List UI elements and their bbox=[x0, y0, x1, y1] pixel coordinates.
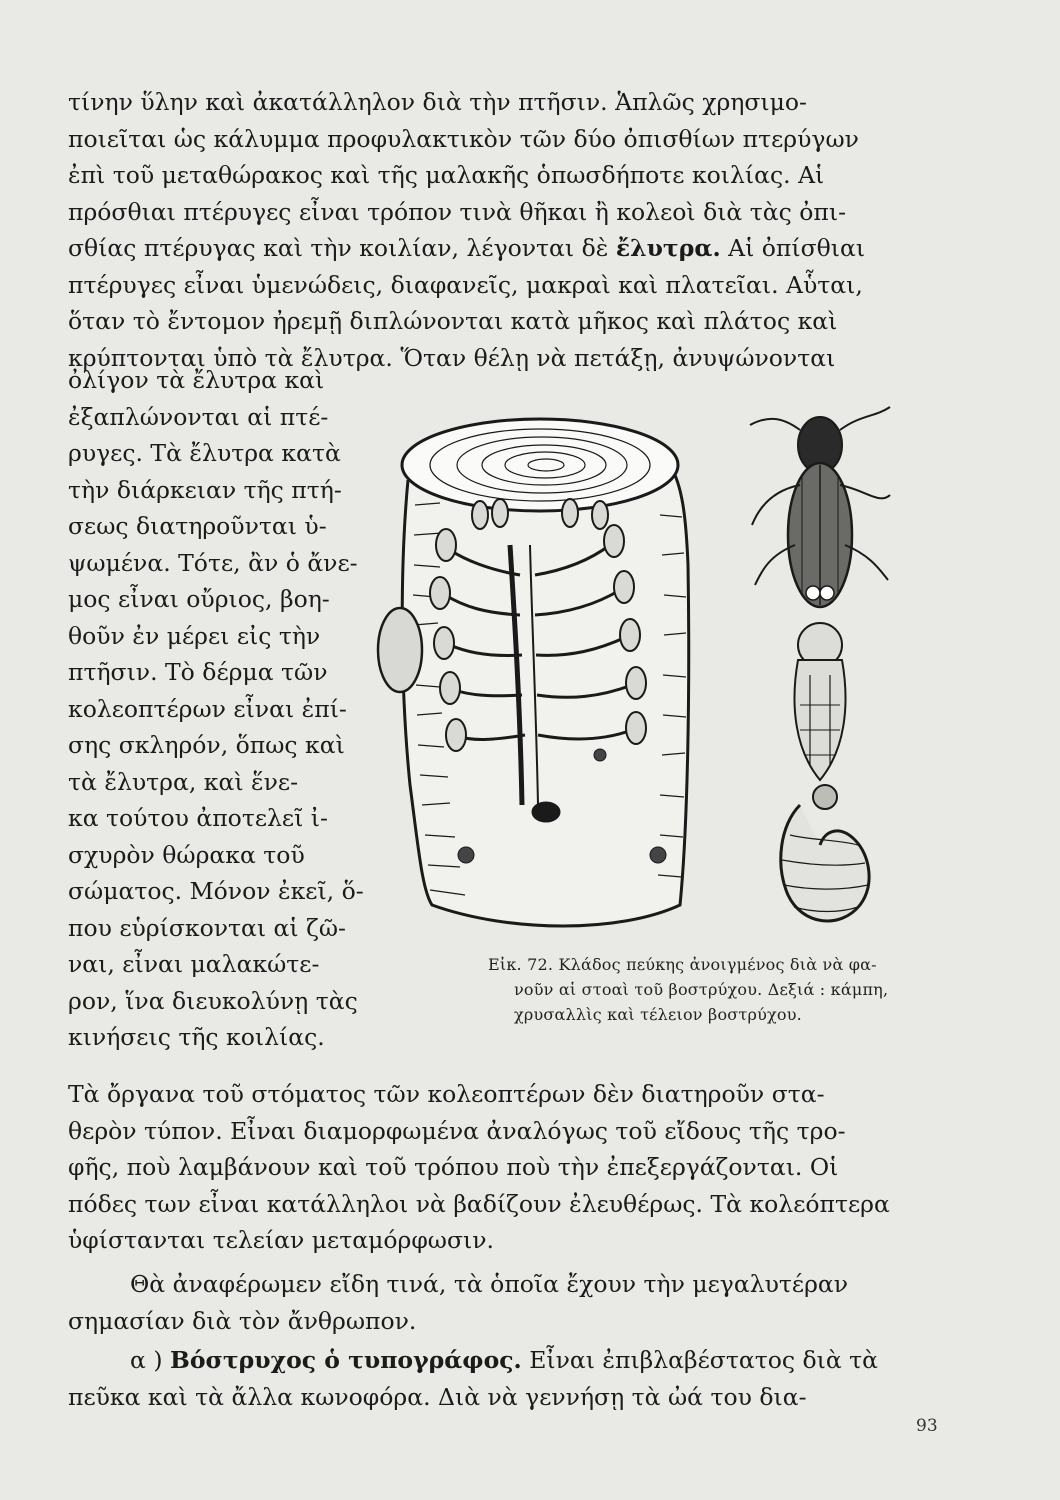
text-line: πρόσθιαι πτέρυγες εἶναι τρόπον τινὰ θῆκαι ἢ κολεοὶ διὰ τὰς ὀπι- bbox=[68, 197, 847, 226]
text-line: τίνην ὕλην καὶ ἀκατάλληλον διὰ τὴν πτῆσιν. Ἁπλῶς χρησιμο- bbox=[68, 88, 807, 116]
caption-line: νοῦν αἱ στοαὶ τοῦ βοστρύχου. Δεξιά : κάμπη, bbox=[514, 980, 889, 999]
text-line: πεῦκα καὶ τὰ ἄλλα κωνοφόρα. Διὰ νὰ γεννήσῃ τὰ ὠά του δια- bbox=[68, 1382, 807, 1411]
text-line: τὰ ἔλυτρα, καὶ ἕνε- bbox=[68, 767, 299, 796]
text-line: φῆς, ποὺ λαμβάνουν καὶ τοῦ τρόπου ποὺ τὴν ἐπεξεργάζονται. Οἱ bbox=[68, 1153, 839, 1181]
text-line: τὴν διάρκειαν τῆς πτή- bbox=[68, 475, 342, 504]
text-line: κολεοπτέρων εἶναι ἐπί- bbox=[68, 694, 347, 723]
text-line: που εὑρίσκονται αἱ ζῶ- bbox=[68, 913, 346, 942]
text-line: ὅταν τὸ ἔντομον ἠρεμῇ διπλώνονται κατὰ μῆκος καὶ πλάτος καὶ bbox=[68, 307, 838, 335]
text-line: θοῦν ἐν μέρει εἰς τὴν bbox=[68, 621, 321, 650]
text-line: ρον, ἵνα διευκολύνῃ τὰς bbox=[68, 986, 358, 1015]
text-line: πτέρυγες εἶναι ὑμενώδεις, διαφανεῖς, μακραὶ καὶ πλατεῖαι. Αὗται, bbox=[68, 270, 863, 299]
paragraph-species-intro bbox=[68, 1266, 940, 1339]
species-title: Βόστρυχος ὁ τυπογράφος. bbox=[170, 1346, 522, 1374]
text-line: Θὰ ἀναφέρωμεν εἴδη τινά, τὰ ὁποῖα ἔχουν τὴν μεγαλυτέραν bbox=[130, 1270, 849, 1298]
text-segment: Αἱ ὀπίσθιαι bbox=[720, 234, 866, 262]
pine-branch-log bbox=[378, 419, 689, 926]
text-line: σχυρὸν θώρακα τοῦ bbox=[68, 840, 305, 869]
text-line: ὀλίγον τὰ ἔλυτρα καὶ bbox=[68, 366, 325, 394]
page-number: 93 bbox=[916, 1416, 938, 1436]
text-line: σεως διατηροῦνται ὑ- bbox=[68, 512, 327, 540]
text-segment: Εἶναι ἐπιβλαβέστατος διὰ τὰ bbox=[521, 1346, 879, 1374]
paragraph-bostrychus bbox=[68, 1342, 940, 1415]
section-letter: α ) bbox=[130, 1346, 163, 1374]
top-paragraph bbox=[68, 84, 940, 376]
bottom-paragraph bbox=[68, 1076, 940, 1259]
text-line: ἐπὶ τοῦ μεταθώρακος καὶ τῆς μαλακῆς ὁπωσδήποτε κοιλίας. Αἱ bbox=[68, 161, 825, 189]
text-line: ψωμένα. Τότε, ἂν ὁ ἄνε- bbox=[68, 548, 358, 577]
adult-beetle bbox=[750, 407, 890, 607]
caption-line: χρυσαλλὶς καὶ τέλειον βοστρύχου. bbox=[514, 1005, 802, 1024]
text-line: θερὸν τύπον. Εἶναι διαμορφωμένα ἀναλόγως τοῦ εἴδους τῆς τρο- bbox=[68, 1116, 846, 1145]
text-line: ναι, εἶναι μαλακώτε- bbox=[68, 950, 320, 978]
text-line: μος εἶναι οὔριος, βοη- bbox=[68, 585, 330, 613]
text-line: ρυγες. Τὰ ἔλυτρα κατὰ bbox=[68, 439, 341, 467]
text-line: πόδες των εἶναι κατάλληλοι νὰ βαδίζουν ἐλευθέρως. Τὰ κολεόπτερα bbox=[68, 1189, 890, 1218]
figure-caption bbox=[488, 952, 948, 1027]
text-line-with-term bbox=[68, 230, 940, 267]
text-line: κρύπτονται ὑπὸ τὰ ἔλυτρα. Ὅταν θέλῃ νὰ πετάξῃ, ἀνυψώνονται bbox=[68, 343, 836, 372]
larva bbox=[781, 785, 869, 921]
caption-line: Εἰκ. 72. Κλάδος πεύκης ἀνοιγμένος διὰ νὰ φα- bbox=[488, 955, 877, 974]
pine-branch-illustration bbox=[370, 385, 950, 950]
text-line-heading bbox=[68, 1342, 940, 1379]
text-line: Τὰ ὄργανα τοῦ στόματος τῶν κολεοπτέρων δὲν διατηροῦν στα- bbox=[68, 1080, 825, 1108]
text-line: ποιεῖται ὡς κάλυμμα προφυλακτικὸν τῶν δύο ὀπισθίων πτερύγων bbox=[68, 124, 859, 153]
text-segment: σθίας πτέρυγας καὶ τὴν κοιλίαν, λέγονται δὲ bbox=[68, 234, 609, 262]
text-line: κα τούτου ἀποτελεῖ ἰ- bbox=[68, 804, 328, 832]
text-line: σημασίαν διὰ τὸν ἄνθρωπον. bbox=[68, 1306, 417, 1335]
text-line: σης σκληρόν, ὅπως καὶ bbox=[68, 731, 345, 759]
text-line: πτῆσιν. Τὸ δέρμα τῶν bbox=[68, 658, 328, 686]
text-line: ἐξαπλώνονται αἱ πτέ- bbox=[68, 402, 329, 431]
pupa bbox=[794, 623, 845, 780]
term-elytra: ἔλυτρα. bbox=[615, 234, 721, 262]
text-line: σώματος. Μόνον ἐκεῖ, ὅ- bbox=[68, 877, 364, 905]
narrow-column bbox=[68, 362, 368, 1056]
text-line: κινήσεις τῆς κοιλίας. bbox=[68, 1023, 325, 1051]
text-line: ὑφίστανται τελείαν μεταμόρφωσιν. bbox=[68, 1226, 494, 1254]
